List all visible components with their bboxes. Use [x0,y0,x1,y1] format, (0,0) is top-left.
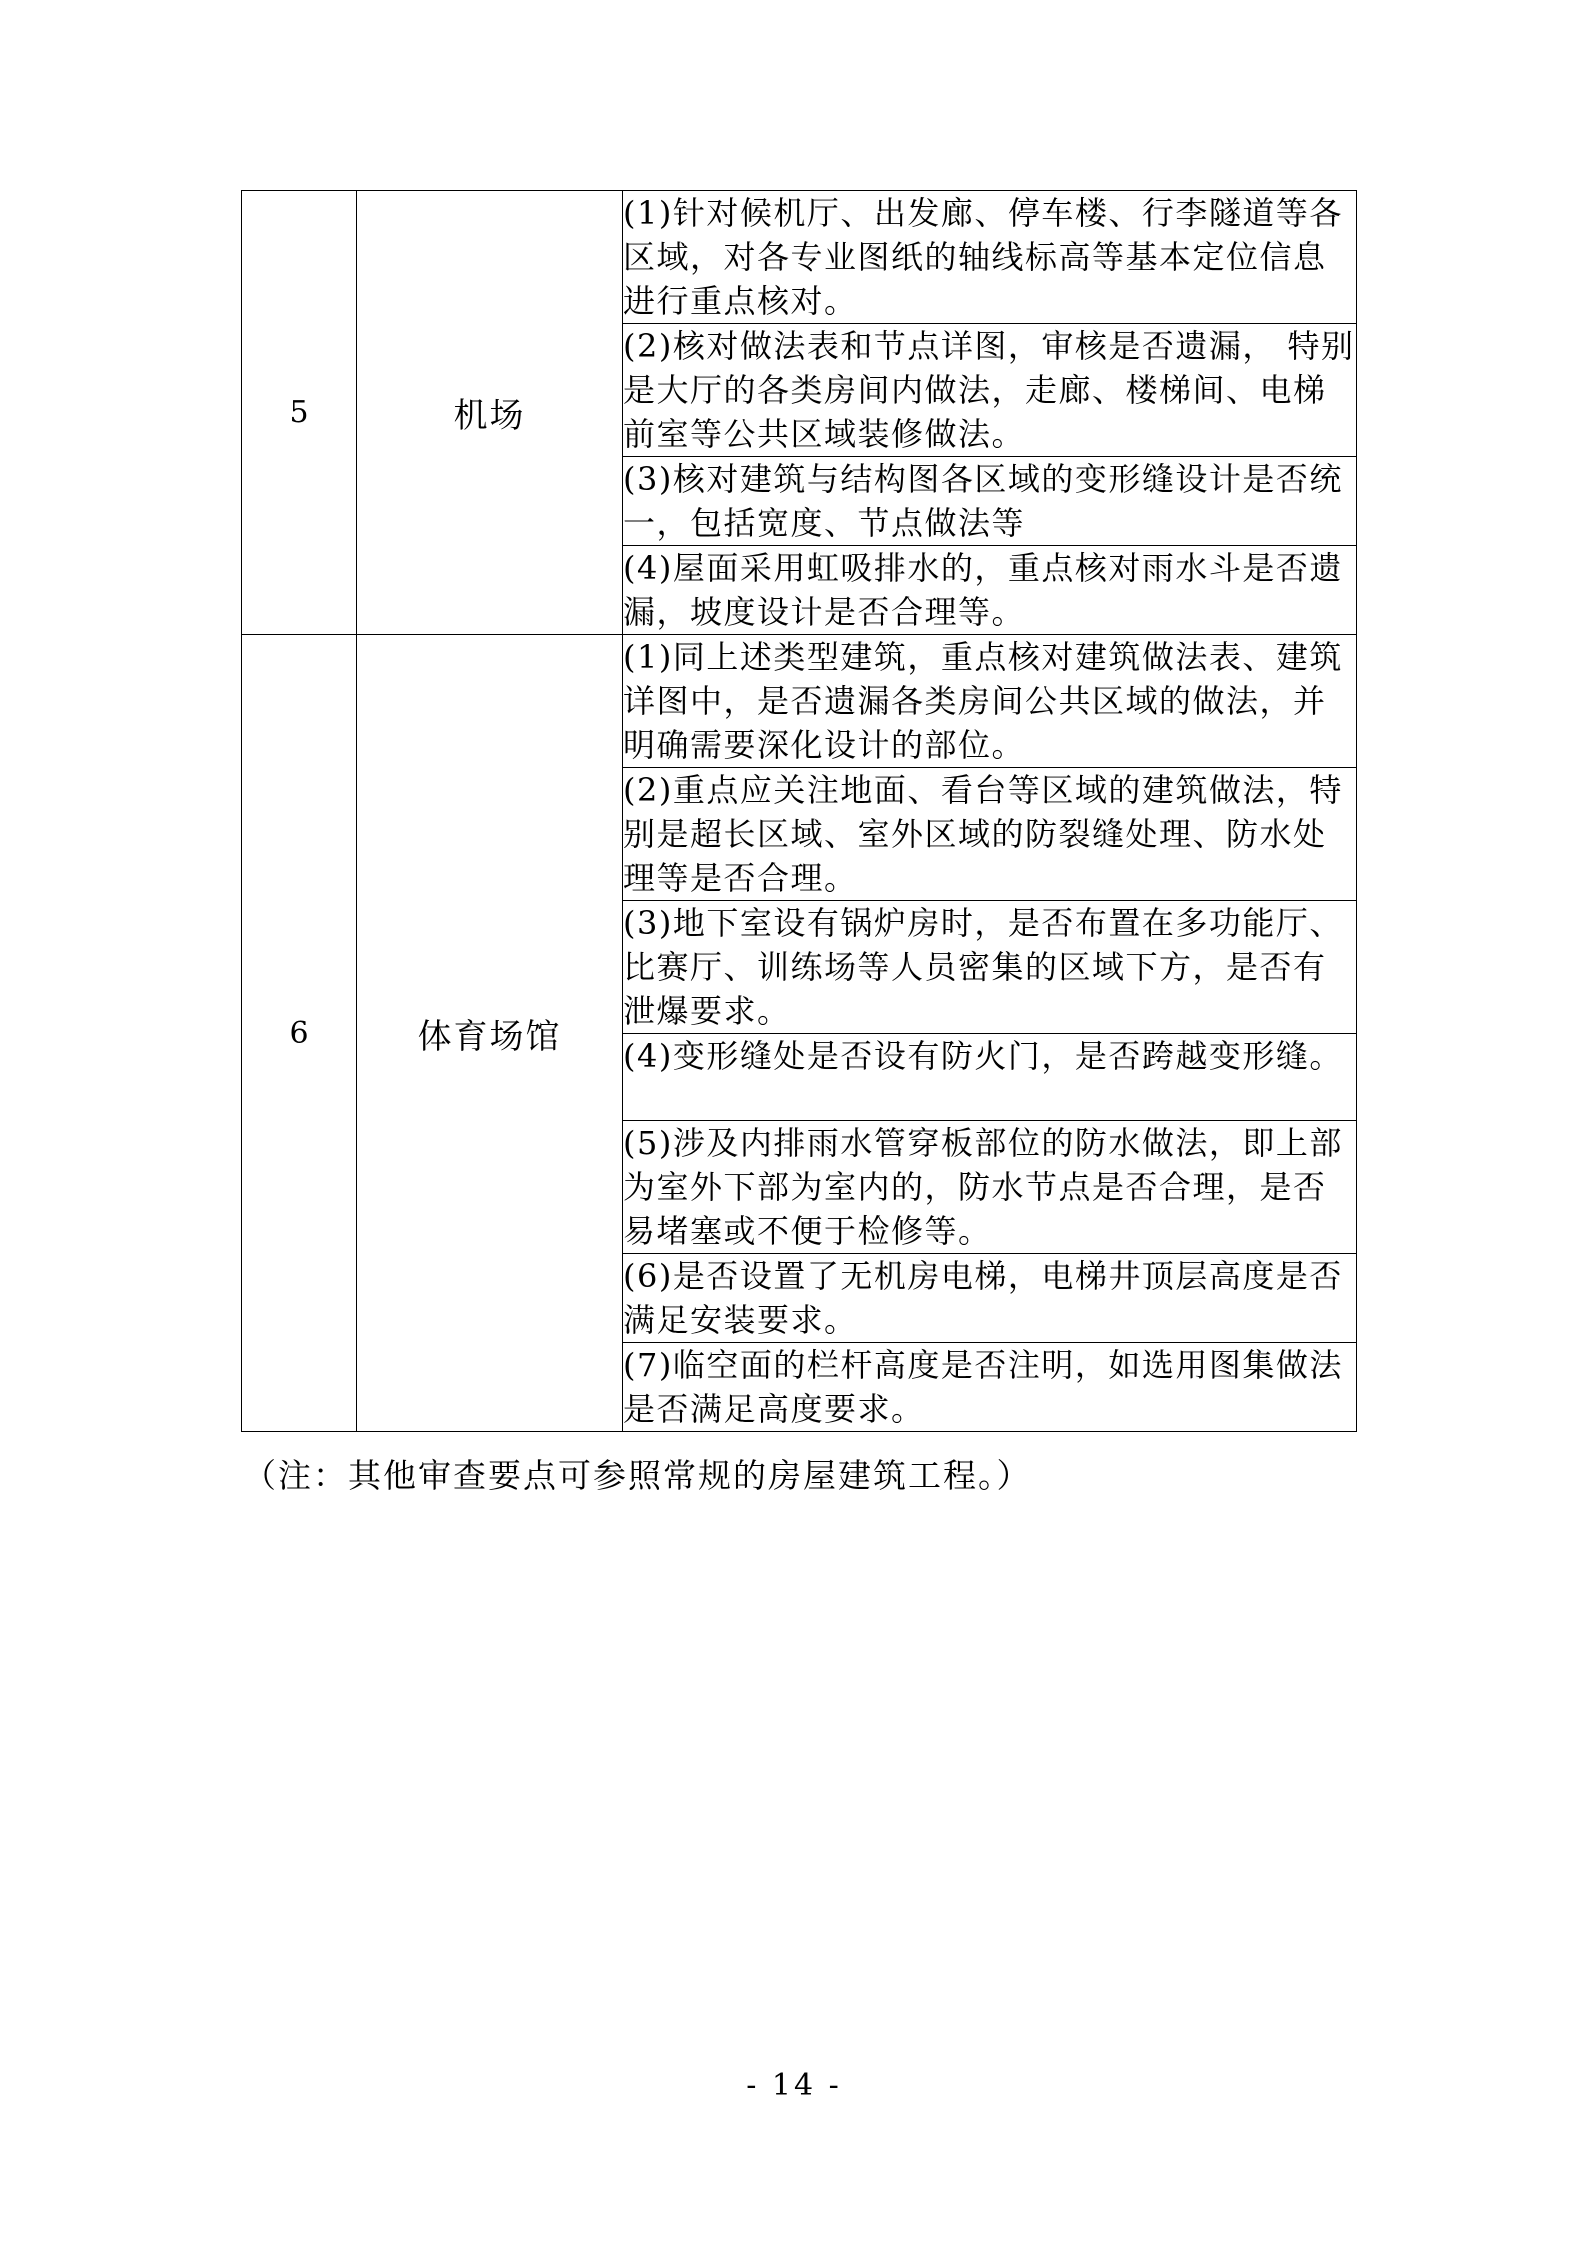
building-type-cell: 机场 [357,191,623,635]
footnote: （注：其他审查要点可参照常规的房屋建筑工程。） [243,1456,1032,1495]
review-point-cell: (1)同上述类型建筑，重点核对建筑做法表、建筑详图中，是否遗漏各类房间公共区域的做法，并明确需要深化设计的部位。 [623,635,1357,768]
building-type-cell: 体育场馆 [357,635,623,1432]
review-point-cell: (3)核对建筑与结构图各区域的变形缝设计是否统一，包括宽度、节点做法等 [623,457,1357,546]
table-row [242,635,1357,768]
review-point-cell: (1)针对候机厅、出发廊、停车楼、行李隧道等各区域，对各专业图纸的轴线标高等基本定位信息进行重点核对。 [623,191,1357,324]
review-point-cell: (2)重点应关注地面、看台等区域的建筑做法，特别是超长区域、室外区域的防裂缝处理、防水处理等是否合理。 [623,768,1357,901]
review-points-table [241,190,1357,1432]
review-point-cell: (4)屋面采用虹吸排水的，重点核对雨水斗是否遗漏，坡度设计是否合理等。 [623,546,1357,635]
review-point-cell: (7)临空面的栏杆高度是否注明，如选用图集做法是否满足高度要求。 [623,1343,1357,1432]
review-point-cell: (4)变形缝处是否设有防火门，是否跨越变形缝。 [623,1034,1357,1121]
row-number-cell: 6 [242,635,357,1432]
table-row [242,191,1357,324]
review-point-cell: (6)是否设置了无机房电梯，电梯井顶层高度是否满足安装要求。 [623,1254,1357,1343]
review-point-cell: (3)地下室设有锅炉房时，是否布置在多功能厅、比赛厅、训练场等人员密集的区域下方，是否有泄爆要求。 [623,901,1357,1034]
review-point-cell: (5)涉及内排雨水管穿板部位的防水做法，即上部为室外下部为室内的，防水节点是否合理，是否易堵塞或不便于检修等。 [623,1121,1357,1254]
review-point-cell: (2)核对做法表和节点详图，审核是否遗漏， 特别是大厅的各类房间内做法，走廊、楼梯间、电梯前室等公共区域装修做法。 [623,324,1357,457]
row-number-cell: 5 [242,191,357,635]
page-number: - 14 - [746,2068,842,2103]
